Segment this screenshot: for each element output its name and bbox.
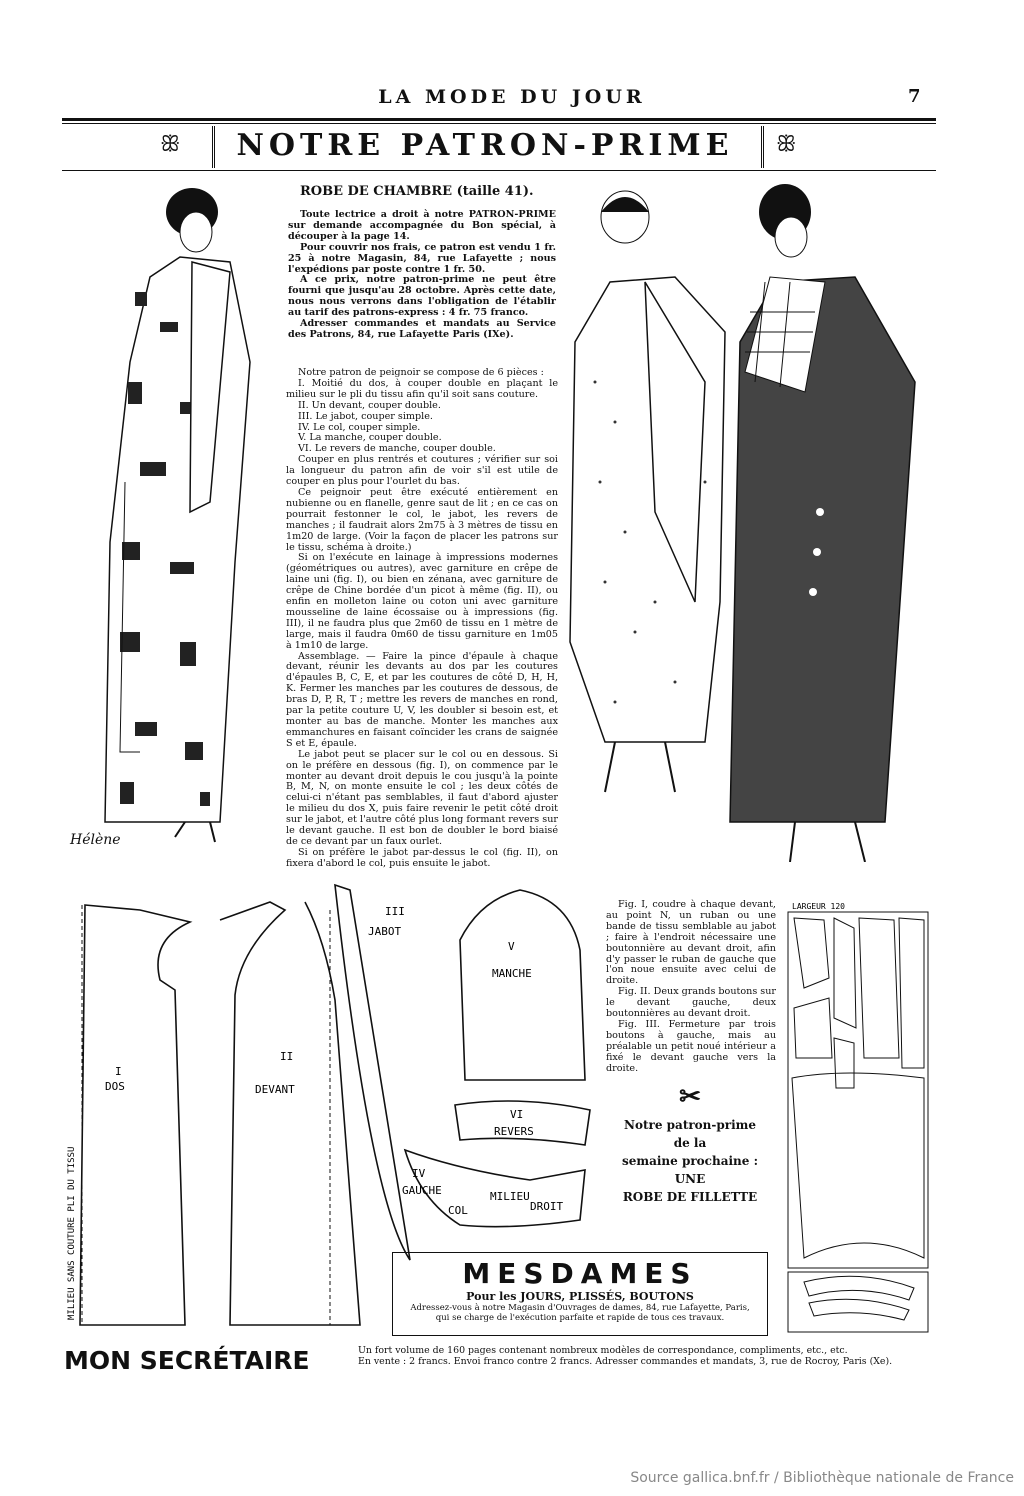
figure-one-illustration [80, 182, 290, 852]
layout-width-label: LARGEUR 120 [792, 902, 845, 911]
piece-label-revers: REVERS [494, 1125, 534, 1138]
top-rule [62, 118, 936, 121]
piece-label-col: COL [448, 1204, 468, 1217]
piece-label-droit: DROIT [530, 1200, 564, 1213]
piece-number-five: V [508, 940, 515, 953]
piece-label-manche: MANCHE [492, 967, 532, 980]
next-week-line: semaine prochaine : [621, 1154, 758, 1168]
ad-title: MESDAMES [462, 1257, 698, 1290]
body-paragraph: Notre patron de peignoir se compose de 6 pièces : [298, 367, 544, 378]
piece-number-one: I [115, 1065, 122, 1078]
banner-title: NOTRE PATRON-PRIME [236, 128, 734, 163]
page-number: 7 [908, 86, 921, 107]
scissors-icon: ✂ [679, 1082, 701, 1112]
next-week-block [600, 1082, 780, 1206]
body-paragraph: II. Un devant, couper double. [298, 399, 441, 411]
ad-address: Adressez-vous à notre Magasin d'Ouvrages de dames, 84, rue Lafayette, Paris, [410, 1303, 750, 1313]
next-week-line: Notre patron-prime [624, 1118, 756, 1132]
piece-number-four: IV [412, 1167, 426, 1180]
closure-paragraph: Fig. II. Deux grands boutons sur le devant gauche, deux boutonnières au devant droit. [606, 986, 776, 1020]
intro-paragraph: Adresser commandes et mandats au Service des Patrons, 84, rue Lafayette Paris (IXe). [288, 318, 556, 340]
intro-paragraph: Pour couvrir nos frais, ce patron est vendu 1 fr. 25 à notre Magasin, 84, rue Lafayette ; nous l'expédions par poste contre 1 fr. 50. [288, 241, 556, 275]
intro-paragraph: Toute lectrice a droit à notre PATRON-PRIME sur demande accompagnée du Bon spécial, à découper à la page 14. [288, 209, 556, 242]
left-ornament-icon: ꕥ [160, 132, 181, 157]
source-credit: Source gallica.bnf.fr / Bibliothèque nationale de France [630, 1470, 1014, 1486]
body-paragraph: IV. Le col, couper simple. [298, 421, 421, 433]
fold-line-label: MILIEU SANS COUTURE PLI DU TISSU [67, 1146, 77, 1320]
next-week-line: ROBE DE FILLETTE [622, 1190, 758, 1204]
body-paragraph: Le jabot peut se placer sur le col ou en dessous. Si on le préfère en dessous (fig. I), on commence par le monter au devant droit depuis le cou jusqu'à la pointe B, M, N, on monte ensuite le col ; les deux côtés de celui-ci n'étant pas semblables, il faut d'abord ajuster le milieu du dos X, puis faire revenir le petit côté droit sur le jabot, et l'autre côté plus long formant revers sur le devant gauche. Il est bon de doubler le bord biaisé de ce devant par un faux ourlet. [286, 748, 558, 847]
intro-paragraph: A ce prix, notre patron-prime ne peut être fourni que jusqu'au 28 octobre. Après cette date, nous nous verrons dans l'obligation de l'établir au tarif des patrons-express : 4 fr. 75 franco. [288, 274, 556, 319]
piece-number-two: II [280, 1050, 294, 1063]
cutting-layout-schema [784, 898, 934, 1338]
mon-secretaire-text [358, 1346, 948, 1367]
article-body [286, 368, 558, 870]
body-paragraph: III. Le jabot, couper simple. [298, 410, 433, 422]
body-paragraph: Si on l'exécute en lainage à impressions modernes (géométriques ou autres), avec garniture en crêpe de laine uni (fig. I), ou bien en zénana, avec garniture de crêpe de Chine bordée d'un picot à même (fig. II), ou enfin en molleton laine ou coton uni avec garniture mousseline de laine écossaise ou à impressions (fig. III), il ne faudra plus que 2m60 de tissu en 1 mètre de large, mais il faudra 0m60 de tissu garniture en 1m05 à 1m10 de large. [286, 552, 558, 651]
next-week-line: UNE [674, 1172, 706, 1186]
piece-label-gauche: GAUCHE [402, 1184, 442, 1197]
ad-line: Pour les JOURS, PLISSÉS, BOUTONS [466, 1290, 694, 1303]
piece-number-three: III [385, 905, 405, 918]
body-paragraph: Couper en plus rentrés et coutures ; vérifier sur soi la longueur du patron afin de voir s'il est utile de couper en plus pour l'ourlet du bas. [286, 454, 558, 488]
top-rule-thin [62, 123, 936, 124]
closure-paragraph: Fig. I, coudre à chaque devant, au point N, un ruban ou une bande de tissu semblable au jabot ; faire à l'endroit nécessaire une boutonnière au devant droit, afin d'y passer le ruban de gauche que l'on noue ensuite avec celui de droite. [606, 899, 776, 987]
mesdames-ad [392, 1252, 768, 1336]
article-subtitle: ROBE DE CHAMBRE (taille 41). [300, 184, 534, 199]
body-paragraph: Assemblage. — Faire la pince d'épaule à chaque devant, réunir les devants au dos par les coutures d'épaules B, C, E, et par les coutures de côté D, H, H, K. Fermer les manches par les coutures de dessous, de bras D, P, R, T ; mettre les revers de manches en rond, par la petite couture U, V, les doubler si besoin est, et monter au bas de manche. Monter les manches aux emmanchures en faisant coïncider les crans de saignée S et E, épaule. [286, 650, 558, 749]
right-ornament-icon: ꕥ [776, 132, 797, 157]
mon-secretaire-title: MON SECRÉTAIRE [64, 1346, 310, 1375]
piece-label-dos: DOS [105, 1080, 125, 1093]
ad-note: qui se charge de l'exécution parfaite et rapide de tous ces travaux. [435, 1313, 725, 1323]
footer-line: Un fort volume de 160 pages contenant nombreux modèles de correspondance, compliments, etc., etc. [358, 1345, 848, 1356]
body-paragraph: V. La manche, couper double. [298, 432, 442, 444]
artist-signature: Hélène [70, 832, 121, 848]
footer-line: En vente : 2 francs. Envoi franco contre 2 francs. Adresser commandes et mandats, 3, rue de Rocroy, Paris (Xe). [358, 1355, 893, 1367]
body-paragraph: VI. Le revers de manche, couper double. [298, 443, 496, 455]
next-week-line: de la [673, 1136, 707, 1150]
piece-label-milieu: MILIEU [490, 1190, 530, 1203]
closure-paragraph: Fig. III. Fermeture par trois boutons à gauche, mais au préalable un petit noué intérieur a fixé le devant gauche vers la droite. [606, 1018, 776, 1074]
piece-label-jabot: JABOT [368, 925, 402, 938]
closures-block [606, 900, 776, 1075]
body-paragraph: Si on préfère le jabot par-dessus le col (fig. II), on fixera d'abord le col, puis ensuite le jabot. [286, 846, 558, 869]
running-header: LA MODE DU JOUR [378, 86, 646, 108]
piece-number-six: VI [510, 1108, 524, 1121]
body-paragraph: Ce peignoir peut être exécuté entièrement en nubienne ou en flanelle, genre saut de lit ; en ce cas on pourrait festonner le col, le jabot, les revers de manches ; il faudrait alors 2m75 à 3 mètres de tissu en 1m20 de large. (Voir la façon de placer les patrons sur le tissu, schéma à droite.) [286, 486, 558, 553]
piece-label-devant: DEVANT [255, 1083, 295, 1096]
body-paragraph: I. Moitié du dos, à couper double en plaçant le milieu sur le pli du tissu afin qu'il soit sans couture. [286, 377, 558, 400]
intro-block [288, 210, 556, 341]
figures-two-three-illustration [555, 182, 935, 862]
banner-rule [62, 170, 936, 171]
